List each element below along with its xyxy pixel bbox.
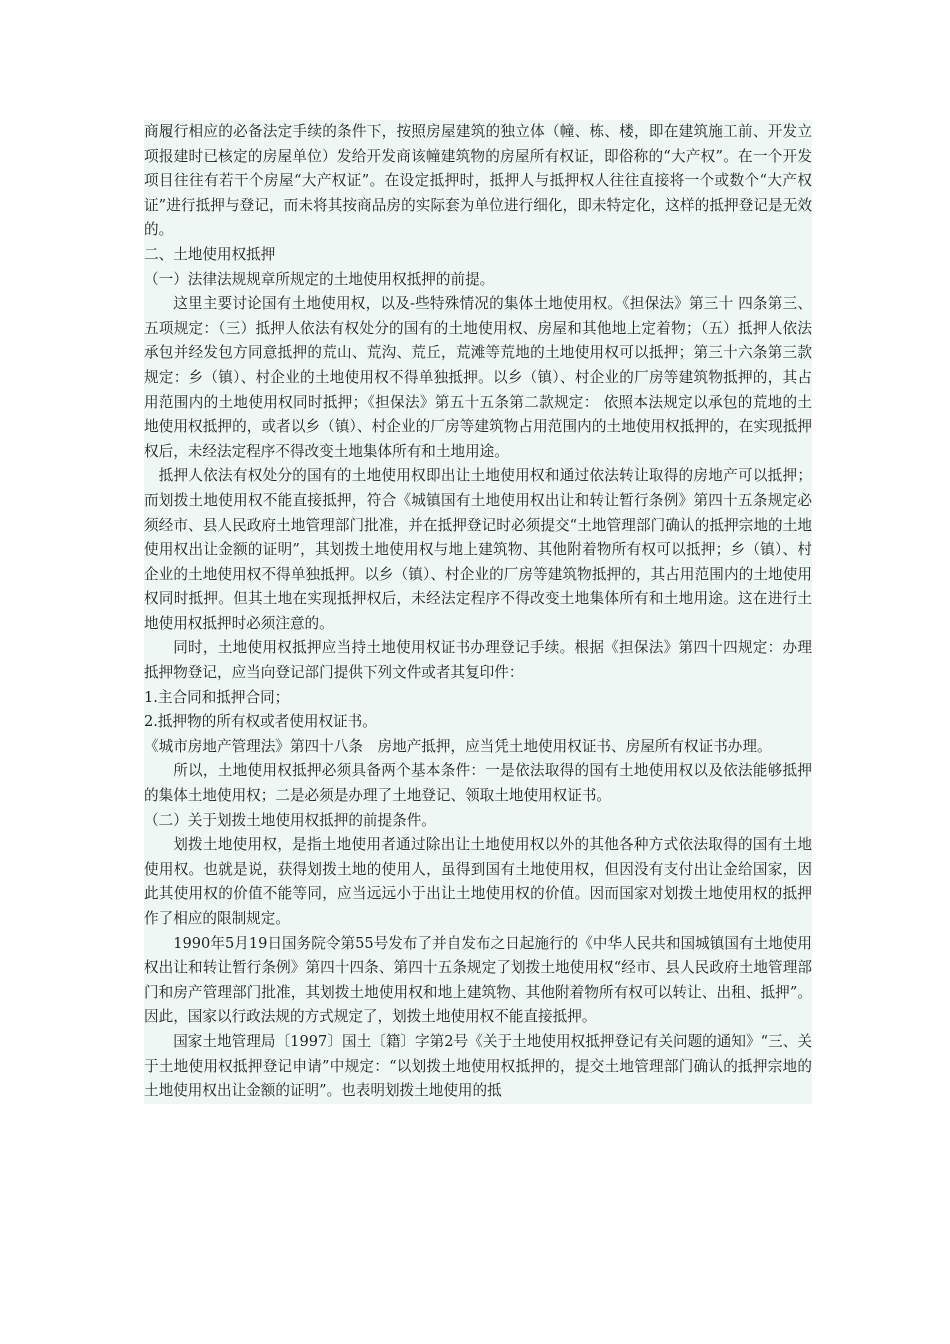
paragraph-guarantee-law-articles: 这里主要讨论国有土地使用权，以及-些特殊情况的集体土地使用权。《担保法》第三十 四条第三、五项规定：（三）抵押人依法有权处分的国有的土地使用权、房屋和其他地上定着物；（五）抵押人依法承包并经发包方同意抵押的荒山、荒沟、荒丘，荒滩等荒地的土地使用权可以抵押；第三十六条第三款规定：乡（镇）、村企业的土地使用权不得单独抵押。以乡（镇）、村企业的厂房等建筑物抵押的，其占用范围内的土地使用权同时抵押；《担保法》第五十五条第二款规定： 依照本法规定以承包的荒地的土地使用权抵押的，或者以乡（镇）、村企业的厂房等建筑物占用范围内的土地使用权抵押的，在实现抵押权后，未经法定程序不得改变土地集体所有和土地用途。: [144, 295, 812, 460]
paragraph-land-bureau-notice: 国家土地管理局〔1997〕国土〔籍〕字第2号《关于土地使用权抵押登记有关问题的通知》“三、关于土地使用权抵押登记申请”中规定：“以划拨土地使用权抵押的，提交土地管理部门确认的抵押宗地的土地使用权出让金额的证明”。也表明划拨土地使用的抵: [144, 1032, 812, 1100]
paragraph-urban-real-estate-law: 《城市房地产管理法》第四十八条 房地产抵押，应当凭土地使用权证书、房屋所有权证书办理。: [144, 737, 772, 755]
paragraph-state-council-decree: 1990年5月19日国务院令第55号发布了并自发布之日起施行的《中华人民共和国城镇国有土地使用权出让和转让暂行条例》第四十四条、第四十五条规定了划拨土地使用权“经市、县人民政府土地管理部门和房产管理部门批准，其划拨土地使用权和地上建筑物、其他附着物所有权可以转让、出租、抵押”。因此，国家以行政法规的方式规定了，划拨土地使用权不能直接抵押。: [144, 934, 812, 1026]
subsection-heading-legal-premise: （一）法律法规规章所规定的土地使用权抵押的前提。: [144, 270, 495, 288]
document-body: [144, 120, 812, 1104]
list-item-main-contract: 1.主合同和抵押合同；: [144, 688, 290, 706]
paragraph-allocated-land-definition: 划拨土地使用权，是指土地使用者通过除出让土地使用权以外的其他各种方式依法取得的国有土地使用权。也就是说，获得划拨土地的使用人，虽得到国有土地使用权，但因没有支付出让金给国家，因此其使用权的价值不能等同，应当远远小于出让土地使用权的价值。因而国家对划拨土地使用权的抵押作了相应的限制规定。: [144, 836, 812, 927]
paragraph-two-basic-conditions: 所以，土地使用权抵押必须具备两个基本条件：一是依法取得的国有土地使用权以及依法能够抵押的集体土地使用权；二是必须是办理了土地登记、领取土地使用权证书。: [144, 762, 812, 805]
subsection-heading-allocated-land: （二）关于划拨土地使用权抵押的前提条件。: [144, 811, 436, 829]
section-heading-land-use-right-mortgage: 二、土地使用权抵押: [144, 245, 276, 263]
paragraph-property-certificate: 商履行相应的必备法定手续的条件下，按照房屋建筑的独立体（幢、栋、楼，即在建筑施工前、开发立项报建时已核定的房屋单位）发给开发商该幢建筑物的房屋所有权证，即俗称的“大产权”。在一个开发项目往往有若干个房屋“大产权证”。在设定抵押时，抵押人与抵押权人往往直接将一个或数个“大产权证”进行抵押与登记，而未将其按商品房的实际套为单位进行细化，即未特定化，这样的抵押登记是无效的。: [144, 123, 812, 239]
paragraph-registration-requirements: 同时，土地使用权抵押应当持土地使用权证书办理登记手续。根据《担保法》第四十四规定：办理抵押物登记，应当向登记部门提供下列文件或者其复印件：: [144, 639, 812, 682]
paragraph-state-owned-land-mortgage: 抵押人依法有权处分的国有的土地使用权即出让土地使用权和通过依法转让取得的房地产可以抵押；而划拨土地使用权不能直接抵押，符合《城镇国有土地使用权出让和转让暂行条例》第四十五条规定必须经市、县人民政府土地管理部门批准，并在抵押登记时必须提交“土地管理部门确认的抵押宗地的土地使用权出让金额的证明”，其划拨土地使用权与地上建筑物、其他附着物所有权可以抵押；乡（镇）、村企业的土地使用权不得单独抵押。以乡（镇）、村企业的厂房等建筑物抵押的，其占用范围内的土地使用权同时抵押。但其土地在实现抵押权后，未经法定程序不得改变土地集体所有和土地用途。这在进行土地使用权抵押时必须注意的。: [144, 467, 812, 632]
list-item-ownership-certificate: 2.抵押物的所有权或者使用权证书。: [144, 713, 377, 731]
